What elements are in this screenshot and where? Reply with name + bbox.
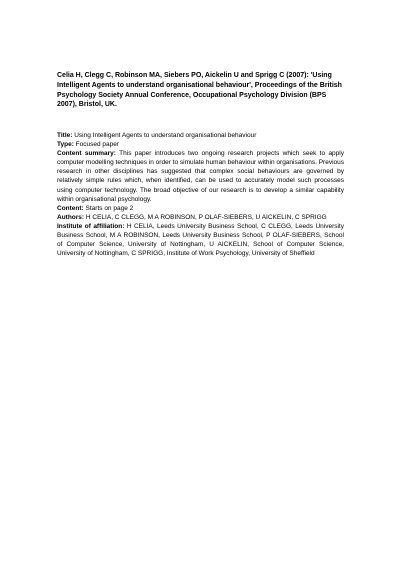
content-label: Content: xyxy=(57,204,84,212)
citation-heading: Celia H, Clegg C, Robinson MA, Siebers PO, Aickelin U and Sprigg C (2007): 'Using Intelligent Agents to understand organisational behaviour', Proceedings of the British Psychology Society Annual Conference, Occupational Psychology Division (BPS 2007), Bristol, UK. xyxy=(57,72,342,109)
content-row xyxy=(57,204,344,213)
summary-value: This paper introduces two ongoing research projects which seek to apply computer modelling techniques in order to simulate human behaviour within organisations. Previous research in other disciplines has suggested that complex social behaviours are governed by relatively simple rules which, when identified, can be used to accurately model such processes using computer technology. The broad objective of our research is to develop a similar capability within organisational psychology. xyxy=(57,150,344,203)
summary-label: Content summary: xyxy=(57,150,116,158)
affiliation-label: Institute of affiliation: xyxy=(57,222,125,230)
type-value: Focused paper xyxy=(75,141,120,149)
title-value: Using Intelligent Agents to understand organisational behaviour xyxy=(74,132,257,139)
summary-row xyxy=(57,149,344,204)
authors-label: Authors: xyxy=(57,213,85,221)
title-row xyxy=(57,131,344,140)
paper-metadata xyxy=(57,131,344,258)
affiliation-row xyxy=(57,222,344,258)
authors-value: H CELIA, C CLEGG, M A ROBINSON, P OLAF-SIEBERS, U AICKELIN, C SPRIGG xyxy=(85,213,327,221)
type-label: Type: xyxy=(57,141,74,149)
authors-row xyxy=(57,213,344,222)
type-row xyxy=(57,140,344,149)
title-label: Title: xyxy=(57,132,73,139)
content-value: Starts on page 2 xyxy=(85,204,134,212)
affiliation-value: H CELIA, Leeds University Business School, C CLEGG, Leeds University Business School, M A ROBINSON, Leeds University Business School, P OLAF-SIEBERS, School of Computer Science, University of Nottingham, U AICKELIN, School of Computer Science, University of Nottingham, C SPRIGG, Institute of Work Psychology, University of Sheffield xyxy=(57,222,344,258)
